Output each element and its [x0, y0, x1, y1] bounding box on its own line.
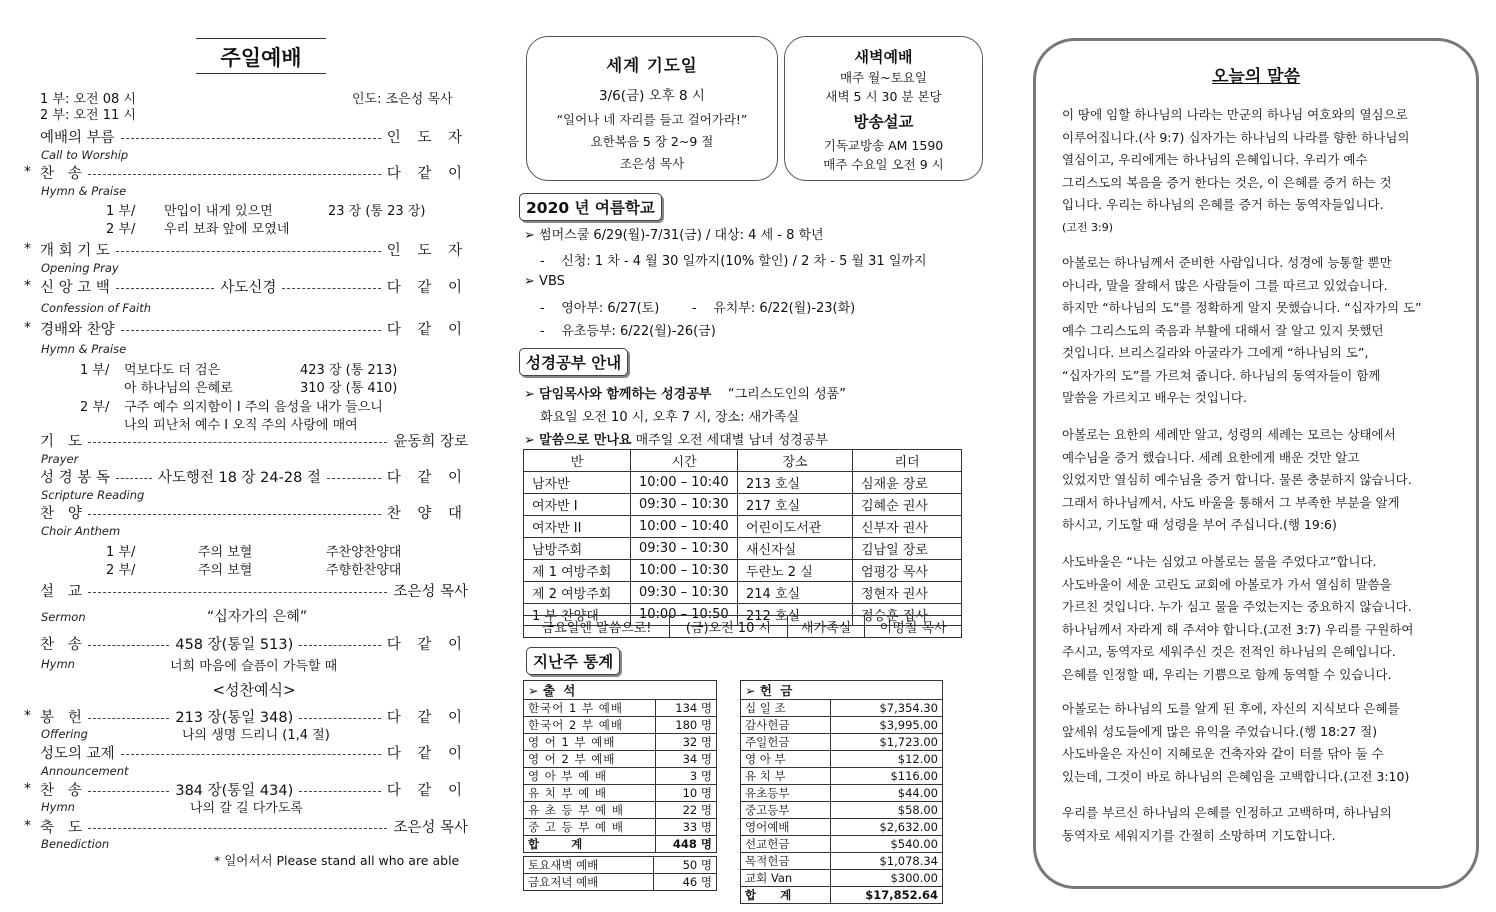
arrow-icon: ➢: [524, 228, 535, 243]
time-cell: 09:30 – 10:30: [631, 582, 738, 604]
attendance-label: 유 치 부 예 배: [524, 785, 656, 802]
column-header: 반: [524, 450, 631, 472]
order-en: Opening Pray: [41, 261, 119, 275]
praise-s1-b-num: 310 장 (통 410): [300, 381, 398, 396]
order-name: 성도의 교제: [40, 746, 115, 762]
order-who: 조은성 목사: [393, 820, 468, 836]
hymn-s2-title: 우리 보좌 앞에 모였네: [164, 222, 290, 237]
table-row: [741, 700, 943, 717]
dawn-line1: 매주 월~토요일: [840, 70, 927, 85]
vbs-infant-text: 영아부: 6/27(토): [561, 301, 660, 316]
attendance-label: 한국어 1 부 예배: [524, 700, 656, 717]
service-time-2: 2 부: 오전 11 시: [40, 108, 136, 123]
word-line: 아볼로는 하나님의 도를 알게 된 후에, 자신의 지식보다 은혜를: [1062, 701, 1400, 716]
order-who: 다 같 이: [386, 280, 469, 296]
order-sermon: [40, 580, 468, 601]
order-who: 윤동희 장로: [393, 434, 468, 450]
offering-value: $12.00: [830, 751, 942, 768]
table-row: [741, 802, 943, 819]
extra-value: 50 명: [654, 857, 717, 874]
vbs-kinder-text: 유치부: 6/22(월)-23(화): [713, 301, 856, 316]
time-cell: 09:30 – 10:30: [631, 538, 738, 560]
order-praise: [40, 318, 468, 339]
order-opening-prayer: [40, 239, 468, 260]
order-name: 신 앙 고 백: [40, 280, 110, 296]
attendance-table: [523, 680, 717, 853]
vbs-elem: - 유초등부: 6/22(월)-26(금): [540, 324, 716, 339]
dawn-service-box: [784, 36, 983, 181]
stand-marker: *: [24, 320, 31, 336]
order-announcement: [40, 742, 468, 763]
attendance-value: 22 명: [656, 802, 717, 819]
stats-title: 지난주 통계: [526, 647, 620, 675]
worship-title-rule-bottom: [196, 73, 326, 74]
word-line: 아볼로는 요한의 세례만 알고, 성령의 세례는 모르는 상태에서: [1062, 427, 1396, 442]
attendance-label: 영 아 부 예 배: [524, 768, 656, 785]
table-row: [741, 717, 943, 734]
order-who: 인 도 자: [386, 130, 468, 146]
order-en: Confession of Faith: [41, 301, 152, 315]
attendance-total-label: 합 계: [524, 836, 656, 853]
worship-title-rule-top: [196, 38, 326, 39]
attendance-value: 134 명: [656, 700, 717, 717]
offering-title: 헌 금: [759, 683, 795, 698]
choir-s1-team: 주찬양찬양대: [326, 545, 402, 560]
table-row: [524, 751, 717, 768]
table-row: [741, 853, 943, 870]
order-who: 다 같 이: [386, 322, 468, 338]
table-row: [741, 751, 943, 768]
word-line: (고전 3:9): [1062, 220, 1114, 234]
offering-label: 유초등부: [741, 785, 831, 802]
order-name: 찬 송: [40, 783, 82, 799]
stand-marker: *: [24, 164, 31, 180]
stand-marker: *: [24, 781, 31, 797]
word-line: 동역자로 세워지기를 간절히 소망하며 기도합니다.: [1062, 827, 1336, 843]
offering-label: 중고등부: [741, 802, 831, 819]
word-study-desc: 매주일 오전 세대별 남녀 성경공부: [635, 433, 828, 448]
broadcast-line1: 기독교방송 AM 1590: [823, 138, 944, 153]
offering-label: 영 아 부: [741, 751, 831, 768]
offering-value: $1,723.00: [830, 734, 942, 751]
order-en: Call to Worship: [41, 148, 129, 162]
world-prayer-time: 3/6(금) 오후 8 시: [599, 88, 705, 104]
order-confession: [40, 276, 468, 297]
extra-value: 46 명: [654, 874, 717, 891]
pastor-study-line: [524, 383, 846, 402]
stand-marker: *: [24, 818, 31, 834]
attendance-label: 중 고 등 부 예 배: [524, 819, 656, 836]
praise-s2-b: 나의 피난처 예수 I 오직 주의 사랑에 매여: [124, 418, 358, 433]
world-prayer-pastor: 조은성 목사: [619, 156, 685, 171]
vbs-infant: - 영아부: 6/27(토): [540, 301, 660, 316]
order-name: 축 도: [40, 820, 82, 836]
order-name: 예배의 부름: [40, 130, 115, 146]
summer-school-title: 2020 년 여름학교: [519, 193, 662, 221]
world-prayer-ref: 요한복음 5 장 2~9 절: [590, 134, 714, 149]
offering-label: 목적헌금: [741, 853, 831, 870]
offering-header: [741, 681, 943, 700]
sermon-title: “십자가의 은혜”: [207, 609, 308, 625]
attendance-value: 10 명: [656, 785, 717, 802]
vbs-kinder: - 유치부: 6/22(월)-23(화): [692, 301, 856, 316]
leader-cell: 신부자 권사: [853, 516, 962, 538]
extra-attendance-table: [523, 856, 717, 891]
table-row: [524, 802, 717, 819]
attendance-value: 34 명: [656, 751, 717, 768]
friday-row: [524, 616, 962, 638]
dawn-title: 새벽예배: [854, 48, 913, 66]
order-who: 찬 양 대: [386, 506, 468, 522]
order-en: Scripture Reading: [41, 488, 145, 502]
praise-s2-a: 구주 예수 의지함이 I 주의 음성을 내가 들으니: [124, 400, 383, 415]
order-who: 다 같 이: [386, 470, 468, 486]
attendance-value: 32 명: [656, 734, 717, 751]
order-mid: 213 장(통일 348): [175, 710, 294, 726]
class-cell: 남자반: [524, 472, 631, 494]
order-mid: 384 장(통일 434): [175, 783, 294, 799]
word-line: 주시고, 동역자로 세워주신 것은 전적인 하나님의 은혜입니다.: [1062, 644, 1396, 659]
word-line: 사도바울이 세운 고린도 교회에 아볼로가 가서 열심히 말씀을: [1062, 576, 1392, 592]
table-row: [524, 717, 717, 734]
choir-s1-label: 1 부/: [106, 545, 136, 560]
attendance-label: 영 어 1 부 예배: [524, 734, 656, 751]
attendance-value: 33 명: [656, 819, 717, 836]
pastor-study-name: 담임목사와 함께하는 성경공부: [539, 387, 712, 402]
word-line: 말씀을 가르치고 배우는 것입니다.: [1062, 390, 1247, 405]
offering-value: $3,995.00: [830, 717, 942, 734]
broadcast-line2: 매주 수요일 오전 9 시: [823, 157, 944, 172]
friday-place: 새가족실: [787, 616, 864, 638]
order-choir: [40, 502, 468, 523]
word-line: 이 땅에 임할 하나님의 나라는 만군의 하나님 여호와의 열심으로: [1062, 107, 1408, 122]
leader-cell: 정현자 권사: [853, 582, 962, 604]
stand-marker: *: [24, 241, 31, 257]
attendance-value: 3 명: [656, 768, 717, 785]
table-row: [524, 538, 962, 560]
order-hymn-1: [40, 162, 468, 183]
word-line: 예수님을 증거 했습니다. 세례 요한에게 배운 것만 알고: [1062, 449, 1360, 465]
choir-s2-title: 주의 보혈: [198, 563, 253, 578]
offering-header-row: [741, 681, 943, 700]
offering-song: 나의 생명 드리니 (1,4 절): [182, 728, 330, 743]
offering-label: 교회 Van: [741, 870, 831, 887]
table-row: [524, 560, 962, 582]
word-line: 것입니다. 브리스길라와 아굴라가 그에게 “하나님의 도”,: [1062, 345, 1369, 360]
order-mid: 사도행전 18 장 24-28 절: [157, 470, 321, 486]
attendance-value: 180 명: [656, 717, 717, 734]
attendance-title: 출 석: [542, 683, 578, 698]
word-paragraph: [1062, 551, 1457, 686]
leader-cell: 김혜순 권사: [853, 494, 962, 516]
offering-label: 주일헌금: [741, 734, 831, 751]
order-en: Offering: [41, 727, 88, 741]
table-row: [741, 836, 943, 853]
pastor-study-time: 화요일 오전 10 시, 오후 7 시, 장소: 새가족실: [540, 410, 799, 425]
offering-value: $300.00: [830, 870, 942, 887]
word-study-line: [524, 429, 828, 448]
class-cell: 여자반 II: [524, 516, 631, 538]
extra-label: 금요저녁 예배: [524, 874, 654, 891]
choir-s2-team: 주향한찬양대: [326, 563, 402, 578]
place-cell: 어린이도서관: [738, 516, 853, 538]
order-mid: 458 장(통일 513): [175, 637, 294, 653]
praise-s2-label: 2 부/: [80, 400, 110, 415]
word-line: 사도바울은 “나는 심었고 아볼로는 물을 주었다고”합니다.: [1062, 554, 1377, 569]
word-line: 예수 그리스도의 죽음과 부활에 대해서 잘 알고 있지 못했던: [1062, 322, 1384, 338]
order-en: Choir Anthem: [41, 524, 121, 538]
table-row: [741, 734, 943, 751]
word-line: 이루어집니다.(사 9:7) 십자가는 하나님의 나라를 향한 하나님의: [1062, 129, 1410, 145]
word-line: 있는데, 그것이 바로 하나님의 은혜임을 고백합니다.(고전 3:10): [1062, 768, 1410, 784]
summer-apply-text: 신청: 1 차 - 4 월 30 일까지(10% 할인) / 2 차 - 5 월 31 일까지: [561, 254, 927, 269]
vbs-line: [524, 274, 565, 289]
hymn-s1-label: 1 부/: [106, 204, 136, 219]
hymn-s1-num: 23 장 (통 23 장): [328, 204, 426, 219]
table-row: [524, 472, 962, 494]
communion-header: <성찬예식>: [212, 681, 296, 699]
order-name: 설 교: [40, 584, 82, 600]
order-name: 찬 양: [40, 506, 82, 522]
offering-total-label: 합 계: [741, 887, 831, 904]
word-line: 열심이고, 우리에게는 하나님의 은혜입니다. 우리가 예수: [1062, 152, 1368, 167]
place-cell: 212 호실: [738, 604, 853, 626]
table-row: [524, 494, 962, 516]
praise-s1-b-title: 아 하나님의 은혜로: [124, 381, 233, 396]
stand-note: * 일어서서 Please stand all who are able: [214, 853, 460, 868]
hymn2-title: 너희 마음에 슬픔이 가득할 때: [170, 659, 338, 674]
order-name: 성 경 봉 독: [40, 470, 110, 486]
order-who: 다 같 이: [386, 637, 468, 653]
summer-apply: - 신청: 1 차 - 4 월 30 일까지(10% 할인) / 2 차 - 5 월 31 일까지: [540, 254, 927, 269]
world-prayer-title: 세계 기도일: [606, 56, 698, 75]
choir-s2-label: 2 부/: [106, 563, 136, 578]
order-call-to-worship: [40, 126, 468, 147]
world-prayer-quote: “일어나 네 자리를 들고 걸어가라!”: [556, 112, 748, 127]
hymn-s1-title: 만입이 내게 있으면: [164, 204, 273, 219]
offering-value: $116.00: [830, 768, 942, 785]
table-row: [741, 819, 943, 836]
table-row: [524, 582, 962, 604]
friday-leader: 이명철 목사: [865, 616, 962, 638]
word-line: 그리스도의 복음을 증거 한다는 것은, 이 은혜를 증거 하는 것: [1062, 174, 1392, 190]
arrow-icon: ➢: [524, 274, 535, 289]
order-mid: 사도신경: [220, 280, 277, 296]
offering-label: 선교헌금: [741, 836, 831, 853]
offering-label: 감사헌금: [741, 717, 831, 734]
order-en: Sermon: [41, 610, 86, 624]
class-cell: 여자반 I: [524, 494, 631, 516]
word-line: “십자가의 도”를 가르쳐 줍니다. 하나님의 동역자들이 함께: [1062, 367, 1381, 383]
order-name: 개 회 기 도: [40, 243, 110, 259]
word-study-name: 말씀으로 만나요: [539, 433, 632, 448]
order-who: 다 같 이: [386, 166, 468, 182]
offering-label: 십 일 조: [741, 700, 831, 717]
attendance-header-row: [524, 681, 717, 700]
vbs-text: VBS: [539, 274, 565, 289]
word-paragraph: [1062, 104, 1457, 239]
praise-s1-a-title: 먹보다도 더 검은: [124, 363, 221, 378]
table-row: [524, 700, 717, 717]
table-row: [741, 870, 943, 887]
time-cell: 10:00 – 10:50: [631, 604, 738, 626]
order-en: Hymn & Praise: [41, 184, 127, 198]
order-who: 다 같 이: [386, 783, 468, 799]
order-hymn-2: [40, 633, 468, 654]
class-cell: 제 1 여방주회: [524, 560, 631, 582]
column-header: 시간: [631, 450, 738, 472]
order-scripture: [40, 466, 468, 487]
order-name: 봉 헌: [40, 710, 82, 726]
attendance-label: 유 초 등 부 예 배: [524, 802, 656, 819]
order-en: Hymn: [41, 800, 75, 814]
offering-label: 영어예배: [741, 819, 831, 836]
word-line: 하지만 “하나님의 도”를 정확하게 알지 못했습니다. “십자가의 도”: [1062, 300, 1422, 315]
word-line: 아니라, 말을 잘해서 많은 사람들이 그를 따르고 있었습니다.: [1062, 277, 1388, 293]
column-header: 리더: [853, 450, 962, 472]
table-row: [741, 785, 943, 802]
hymn-s2-label: 2 부/: [106, 222, 136, 237]
word-line: 사도바울은 자신이 지혜로운 건축자와 같이 터를 닦아 둘 수: [1062, 746, 1384, 761]
order-en: Hymn: [41, 657, 75, 671]
worship-leader: 인도: 조은성 목사: [352, 92, 453, 107]
summer-camp-text: 썸머스쿨 6/29(월)-7/31(금) / 대상: 4 세 - 8 학년: [539, 228, 824, 243]
summer-camp-line: [524, 224, 824, 243]
table-header-row: [524, 450, 962, 472]
arrow-icon: ➢: [524, 433, 535, 448]
word-line: 가르친 것입니다. 누가 심고 물을 주었는지는 중요하지 않습니다.: [1062, 599, 1412, 614]
word-line: 있었지만 열심히 예수님을 증거 합니다. 물론 충분하지 않습니다.: [1062, 472, 1412, 487]
order-name: 찬 송: [40, 637, 82, 653]
bible-study-title: 성경공부 안내: [519, 348, 628, 376]
order-en: Prayer: [41, 452, 79, 466]
offering-value: $1,078.34: [830, 853, 942, 870]
word-paragraph: [1062, 252, 1457, 410]
offering-value: $44.00: [830, 785, 942, 802]
choir-s1-title: 주의 보혈: [198, 545, 253, 560]
word-paragraph: [1062, 424, 1457, 537]
table-row: [741, 768, 943, 785]
table-row: [524, 857, 717, 874]
time-cell: 10:00 – 10:40: [631, 516, 738, 538]
order-name: 찬 송: [40, 166, 82, 182]
friday-study-table: [523, 615, 962, 638]
praise-s1-a-num: 423 장 (통 213): [300, 363, 398, 378]
word-line: 입니다. 우리는 하나님의 은혜를 증거 하는 동역자들입니다.: [1062, 197, 1384, 212]
leader-cell: 정승훈 집사: [853, 604, 962, 626]
leader-cell: 심재윤 장로: [853, 472, 962, 494]
worship-title: 주일예배: [220, 46, 302, 70]
order-who: 다 같 이: [386, 710, 468, 726]
attendance-header: [524, 681, 717, 700]
word-line: 하시고, 기도할 때 성령을 부어 주십니다.(행 19:6): [1062, 517, 1337, 532]
attendance-label: 영 어 2 부 예배: [524, 751, 656, 768]
place-cell: 새신자실: [738, 538, 853, 560]
arrow-icon: ➢: [745, 683, 756, 698]
place-cell: 213 호실: [738, 472, 853, 494]
class-cell: 1 부 찬양대: [524, 604, 631, 626]
place-cell: 214 호실: [738, 582, 853, 604]
place-cell: 두란노 2 실: [738, 560, 853, 582]
order-en: Hymn & Praise: [41, 342, 127, 356]
class-cell: 제 2 여방주회: [524, 582, 631, 604]
time-cell: 09:30 – 10:30: [631, 494, 738, 516]
offering-table: [740, 680, 943, 904]
table-row: [524, 768, 717, 785]
todays-word-title: 오늘의 말씀: [1211, 67, 1301, 87]
word-line: 앞세워 성도들에게 많은 유익을 주었습니다.(행 18:27 절): [1062, 723, 1378, 739]
word-line: 은혜를 인정할 때, 우리는 기쁨으로 함께 동역할 수 있습니다.: [1062, 666, 1392, 682]
leader-cell: 김남일 장로: [853, 538, 962, 560]
attendance-label: 한국어 2 부 예배: [524, 717, 656, 734]
offering-total-row: [741, 887, 943, 904]
stand-marker: *: [24, 708, 31, 724]
word-paragraph: [1062, 802, 1457, 847]
word-line: 우리를 부르신 하나님의 은혜를 인정하고 고백하며, 하나님의: [1062, 805, 1392, 820]
order-name: 경배와 찬양: [40, 322, 115, 338]
offering-value: $58.00: [830, 802, 942, 819]
leader-cell: 엄평강 목사: [853, 560, 962, 582]
attendance-total-row: [524, 836, 717, 853]
friday-time: (금)오전 10 시: [670, 616, 788, 638]
offering-value: $2,632.00: [830, 819, 942, 836]
column-header: 장소: [738, 450, 853, 472]
order-prayer: [40, 430, 468, 451]
word-paragraph: [1062, 698, 1457, 788]
offering-value: $7,354.30: [830, 700, 942, 717]
offering-total-value: $17,852.64: [830, 887, 942, 904]
place-cell: 217 호실: [738, 494, 853, 516]
attendance-total-value: 448 명: [656, 836, 717, 853]
pastor-study-topic: “그리스도인의 성품”: [727, 387, 846, 402]
hymn3-title: 나의 갈 길 다가도록: [190, 801, 303, 816]
class-cell: 남방주회: [524, 538, 631, 560]
time-cell: 10:00 – 10:40: [631, 472, 738, 494]
order-who: 다 같 이: [386, 746, 468, 762]
praise-s1-label: 1 부/: [80, 363, 110, 378]
stand-marker: *: [24, 278, 31, 294]
table-row: [524, 819, 717, 836]
word-line: 아볼로는 하나님께서 준비한 사람입니다. 성경에 능통할 뿐만: [1062, 255, 1392, 270]
offering-value: $540.00: [830, 836, 942, 853]
broadcast-title: 방송설교: [853, 113, 914, 131]
table-row: [524, 874, 717, 891]
order-en: Announcement: [41, 764, 129, 778]
friday-title: 금요일엔 말씀으로!: [524, 616, 670, 638]
extra-label: 토요새벽 예배: [524, 857, 654, 874]
time-cell: 10:00 – 10:30: [631, 560, 738, 582]
world-prayer-box: [526, 36, 778, 181]
word-line: 하나님께서 자라게 해 주셔야 합니다.(고전 3:7) 우리를 구원하여: [1062, 621, 1414, 637]
vbs-elem-text: 유초등부: 6/22(월)-26(금): [561, 324, 716, 339]
order-who: 조은성 목사: [393, 584, 468, 600]
order-who: 인 도 자: [386, 243, 468, 259]
bible-study-table: [523, 449, 962, 626]
offering-label: 유 치 부: [741, 768, 831, 785]
table-row: [524, 785, 717, 802]
order-name: 기 도: [40, 434, 82, 450]
table-row: [524, 516, 962, 538]
dawn-line2: 새벽 5 시 30 분 본당: [825, 89, 942, 104]
service-time-1: 1 부: 오전 08 시: [40, 92, 136, 107]
arrow-icon: ➢: [524, 387, 535, 402]
table-row: [524, 734, 717, 751]
order-benediction: [40, 816, 468, 837]
arrow-icon: ➢: [528, 683, 539, 698]
order-en: Benediction: [41, 837, 110, 851]
word-line: 그래서 하나님께서, 사도 바울을 통해서 그 부족한 부분을 알게: [1062, 494, 1400, 510]
